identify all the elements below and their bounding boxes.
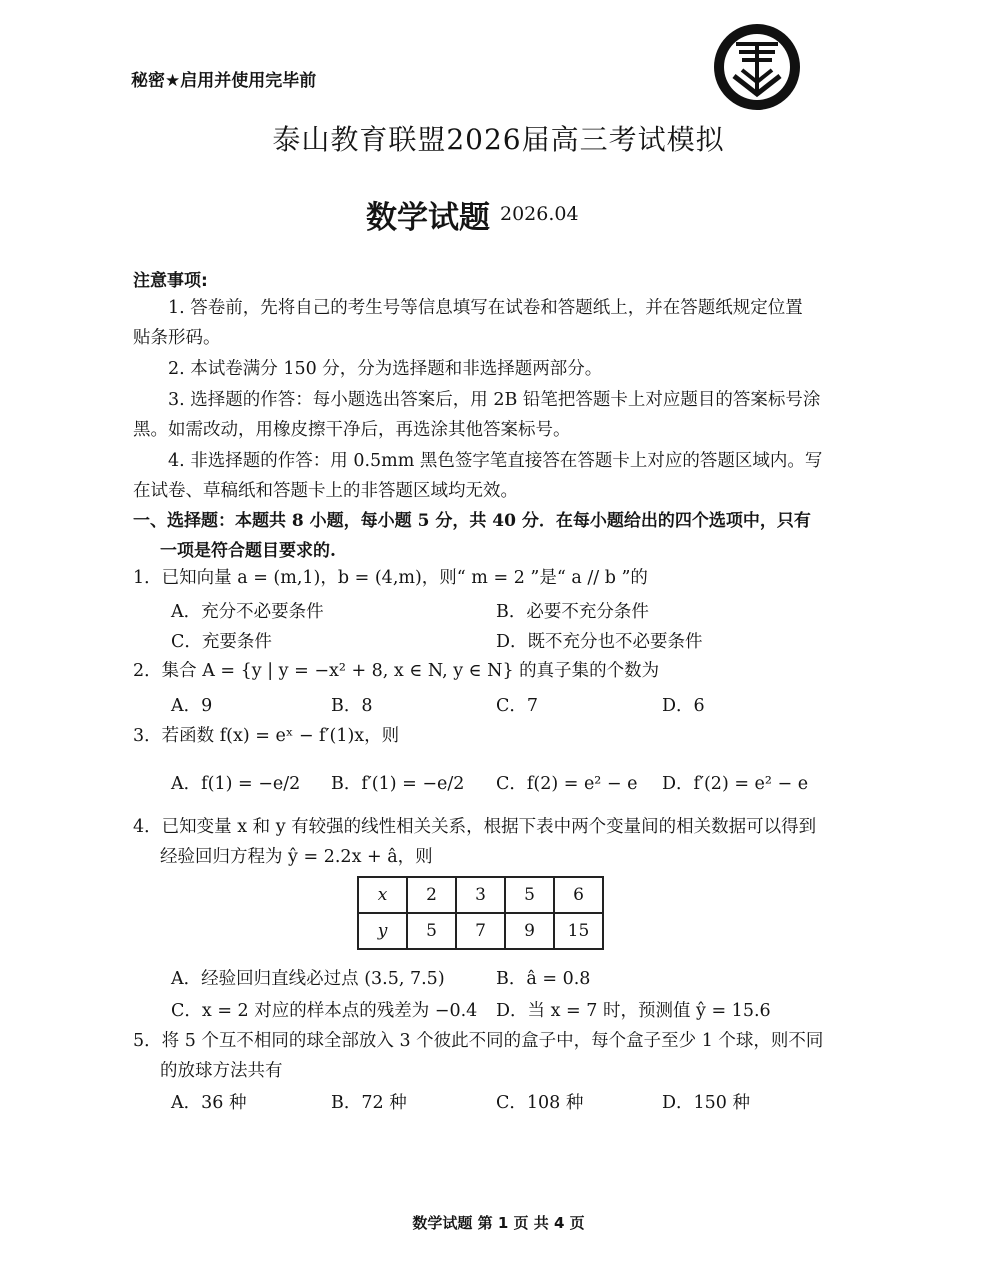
question-4-stem: 4．已知变量 x 和 y 有较强的线性相关关系，根据下表中两个变量间的相关数据可以得到 <box>133 817 817 837</box>
q5-option-c: C．108 种 <box>496 1093 584 1113</box>
subject-title: 数学试题 <box>366 200 490 236</box>
q1-option-c: C．充要条件 <box>171 632 272 652</box>
question-4-stem-cont: 经验回归方程为 ŷ = 2.2x + â，则 <box>160 847 433 867</box>
q2-option-a: A．9 <box>171 696 213 716</box>
exam-date: 2026.04 <box>500 203 579 225</box>
q5-option-a: A．36 种 <box>171 1093 247 1113</box>
q4-option-b: B．â = 0.8 <box>496 969 591 989</box>
note-line: 1. 答卷前，先将自己的考生号等信息填写在试卷和答题纸上，并在答题纸规定位置 <box>168 298 803 318</box>
note-line: 贴条形码。 <box>133 328 221 348</box>
page-footer: 数学试题 第 1 页 共 4 页 <box>412 1214 585 1232</box>
section-heading-cont: 一项是符合题目要求的. <box>160 541 336 561</box>
exam-title: 泰山教育联盟2026届高三考试模拟 <box>272 123 725 156</box>
note-line: 在试卷、草稿纸和答题卡上的非答题区域均无效。 <box>133 481 518 501</box>
section-heading: 一、选择题：本题共 8 小题，每小题 5 分，共 40 分．在每小题给出的四个选项中，只有 <box>133 511 811 531</box>
table-cell: 9 <box>505 913 554 949</box>
note-line: 4. 非选择题的作答：用 0.5mm 黑色签字笔直接答在答题卡上对应的答题区域内。写 <box>168 451 823 471</box>
q1-option-a: A．充分不必要条件 <box>171 602 324 622</box>
question-3-stem: 3．若函数 f(x) = eˣ − f′(1)x，则 <box>133 726 400 746</box>
q5-option-d: D．150 种 <box>662 1093 750 1113</box>
q1-option-d: D．既不充分也不必要条件 <box>496 632 703 652</box>
question-1-stem: 1．已知向量 a = (m,1)，b = (4,m)，则“ m = 2 ”是“ a // b ”的 <box>133 568 648 588</box>
q2-option-c: C．7 <box>496 696 539 716</box>
q3-option-c: C．f(2) = e² − e <box>496 774 638 794</box>
q4-option-c: C．x = 2 对应的样本点的残差为 −0.4 <box>171 1001 478 1021</box>
note-line: 黑。如需改动，用橡皮擦干净后，再选涂其他答案标号。 <box>133 420 571 440</box>
notes-heading: 注意事项: <box>133 271 208 291</box>
table-cell: 3 <box>456 877 505 913</box>
table-cell: 6 <box>554 877 603 913</box>
q2-option-d: D．6 <box>662 696 705 716</box>
table-row-x <box>358 877 603 913</box>
table-cell: 7 <box>456 913 505 949</box>
q5-option-b: B．72 种 <box>331 1093 407 1113</box>
school-logo-seal <box>712 22 802 112</box>
q3-option-a: A．f(1) = −e/2 <box>171 774 301 794</box>
q4-option-d: D．当 x = 7 时，预测值 ŷ = 15.6 <box>496 1001 771 1021</box>
question-2-stem: 2．集合 A = {y | y = −x² + 8, x ∈ N, y ∈ N} 的真子集的个数为 <box>133 661 660 681</box>
note-line: 2. 本试卷满分 150 分，分为选择题和非选择题两部分。 <box>168 359 603 379</box>
table-cell: 5 <box>407 913 456 949</box>
question-5-stem-cont: 的放球方法共有 <box>160 1061 283 1081</box>
q2-option-b: B．8 <box>331 696 373 716</box>
table-header-y: y <box>358 913 407 949</box>
table-cell: 2 <box>407 877 456 913</box>
regression-data-table <box>357 876 604 950</box>
q1-option-b: B．必要不充分条件 <box>496 602 649 622</box>
q3-option-d: D．f′(2) = e² − e <box>662 774 809 794</box>
note-line: 3. 选择题的作答：每小题选出答案后，用 2B 铅笔把答题卡上对应题目的答案标号涂 <box>168 390 821 410</box>
question-5-stem: 5．将 5 个互不相同的球全部放入 3 个彼此不同的盒子中，每个盒子至少 1 个球，则不同 <box>133 1031 824 1051</box>
q4-option-a: A．经验回归直线必过点 (3.5, 7.5) <box>171 969 445 989</box>
table-header-x: x <box>358 877 407 913</box>
table-row-y <box>358 913 603 949</box>
q3-option-b: B．f′(1) = −e/2 <box>331 774 465 794</box>
confidential-label: 秘密★启用并使用完毕前 <box>131 71 317 91</box>
table-cell: 15 <box>554 913 603 949</box>
table-cell: 5 <box>505 877 554 913</box>
